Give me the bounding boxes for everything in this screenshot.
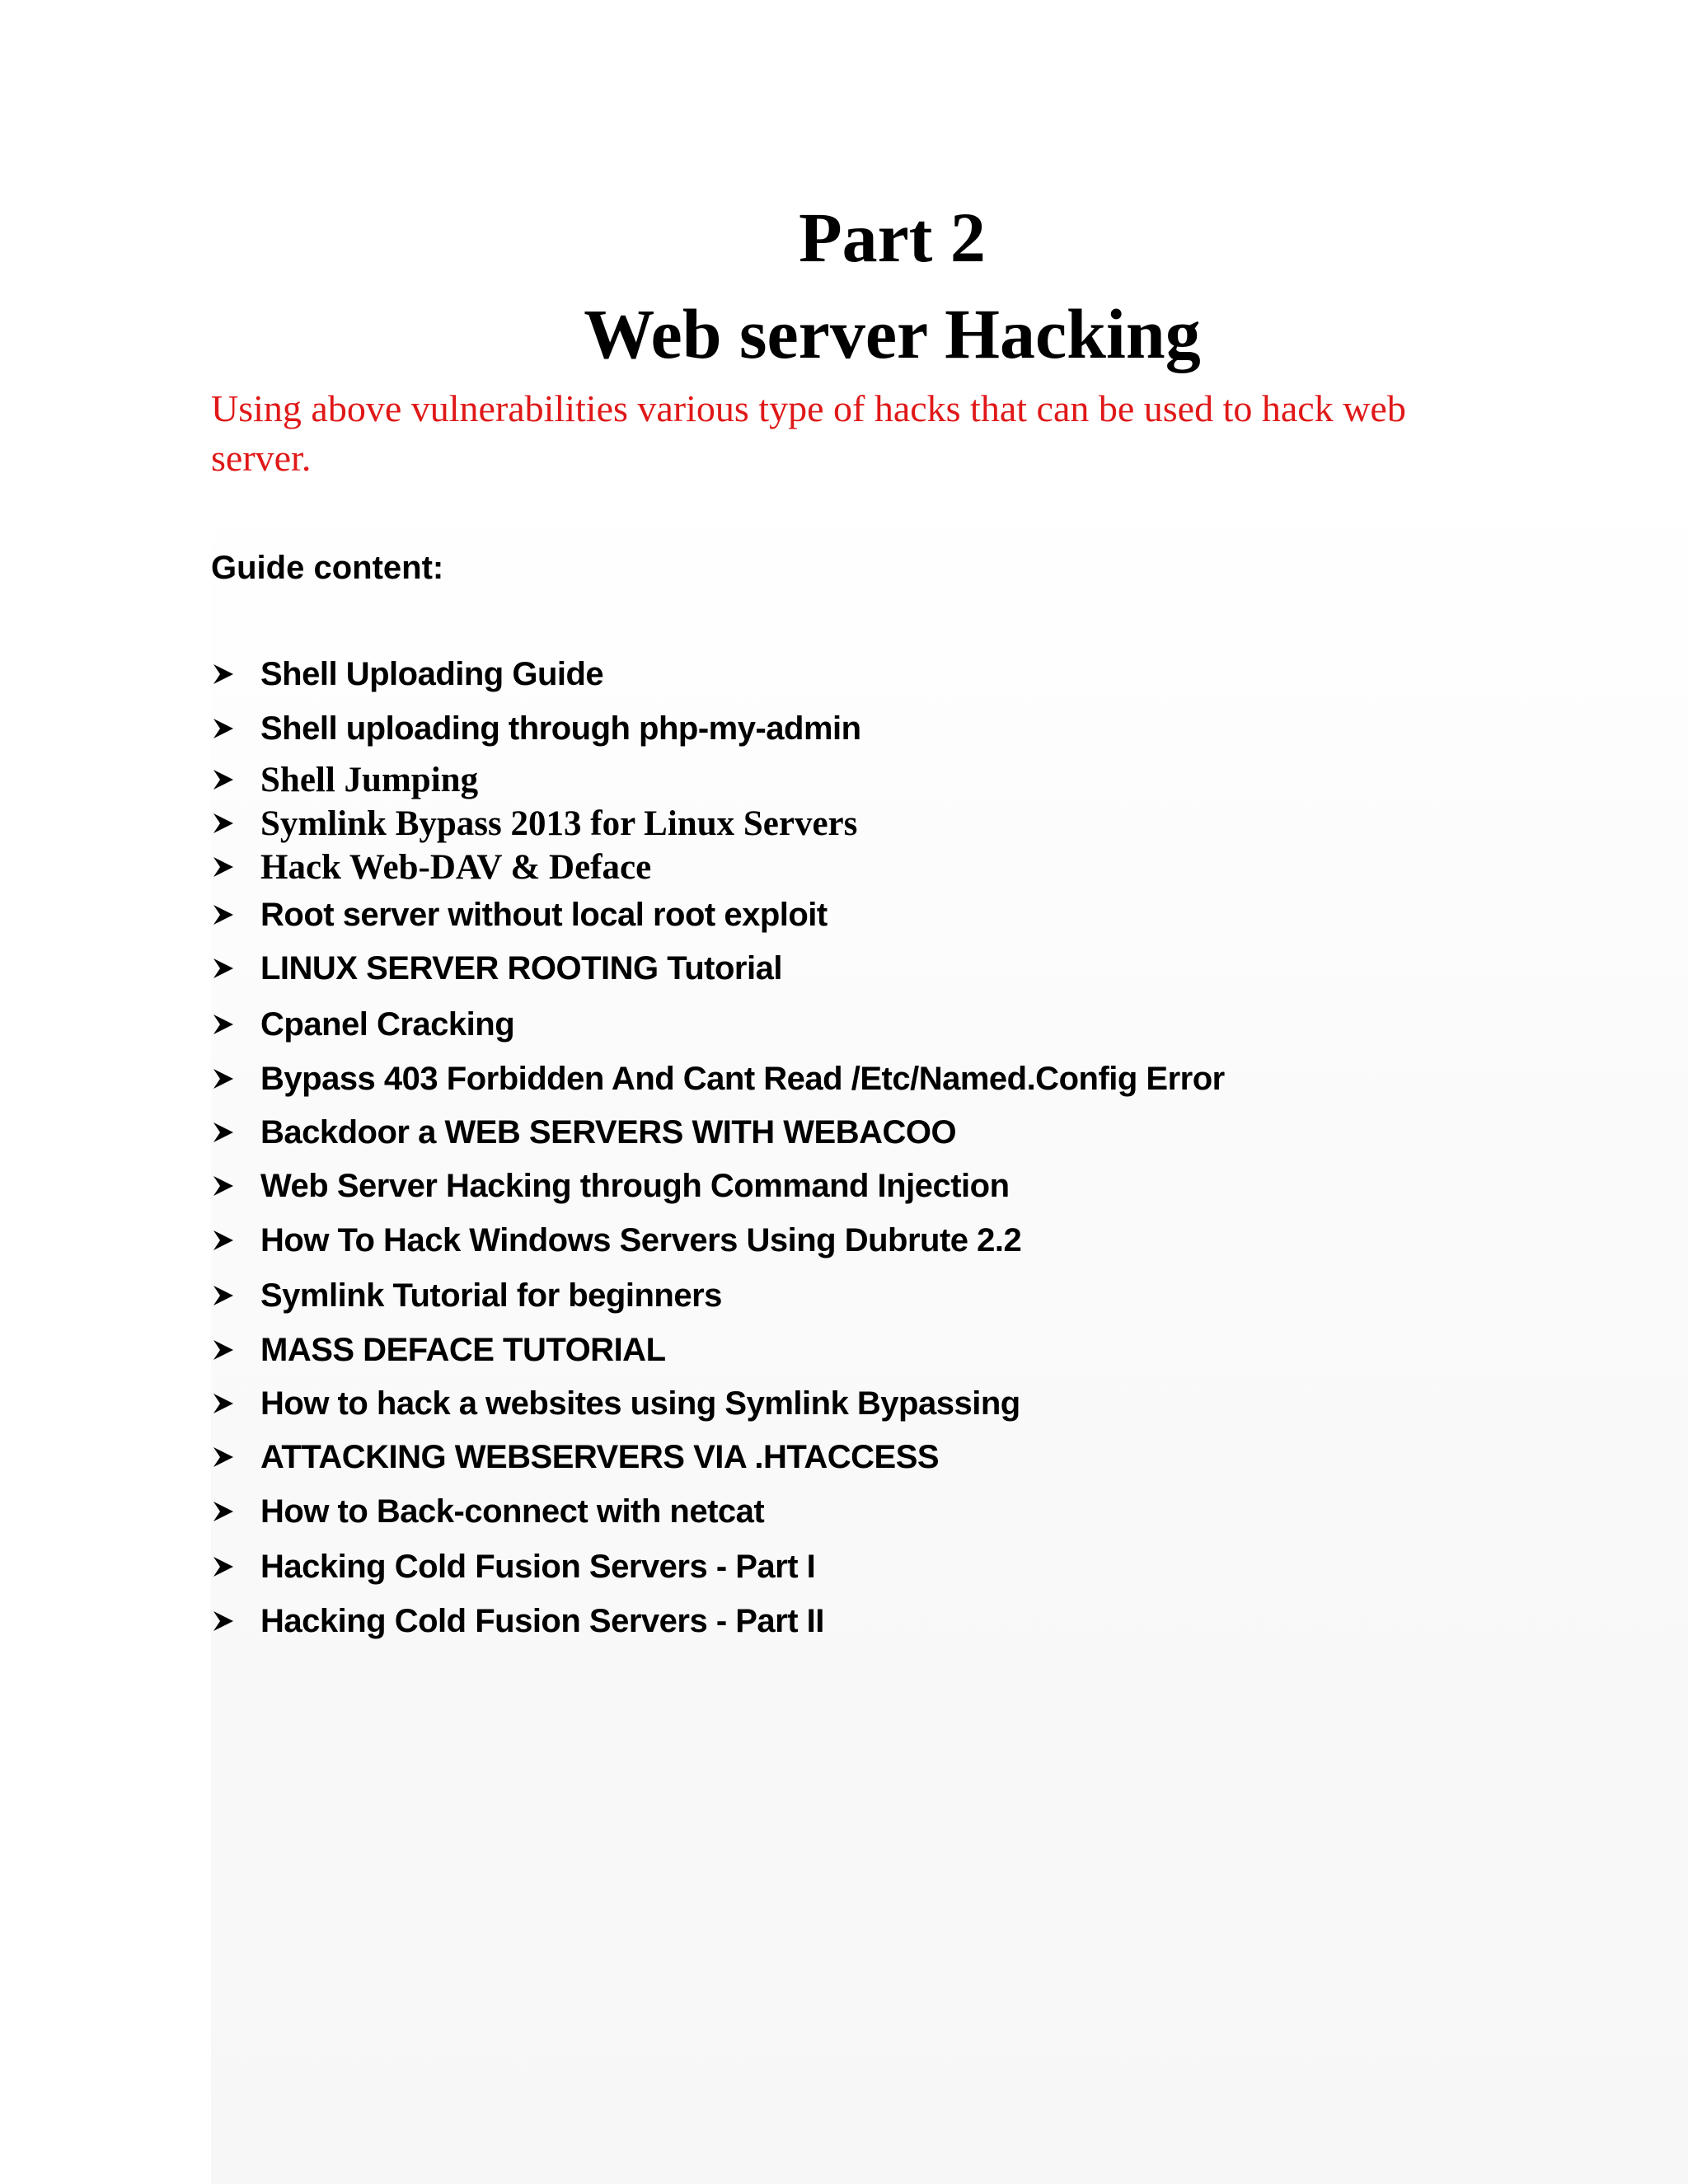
- list-item: [211, 892, 828, 938]
- list-item: [211, 1488, 764, 1535]
- intro-paragraph: Using above vulnerabilities various type of hacks that can be used to hack web server.: [211, 387, 1406, 479]
- guide-content-label: Guide content:: [211, 550, 444, 586]
- list-item: [211, 1380, 1020, 1427]
- list-item: [211, 945, 782, 991]
- list-item-label: Symlink Tutorial for beginners: [260, 1277, 722, 1314]
- list-item: [211, 1109, 956, 1155]
- list-item-label: ATTACKING WEBSERVERS VIA .HTACCESS: [260, 1438, 940, 1475]
- list-item-label: Hacking Cold Fusion Servers - Part II: [260, 1602, 824, 1639]
- list-item-label: Web Server Hacking through Command Injection: [260, 1167, 1010, 1204]
- arrowhead-bullet-icon: [211, 811, 260, 836]
- arrowhead-bullet-icon: [211, 1012, 260, 1037]
- list-item: [211, 1434, 939, 1480]
- list-item-label: Hacking Cold Fusion Servers - Part I: [260, 1548, 816, 1585]
- arrowhead-bullet-icon: [211, 1609, 260, 1633]
- list-item: [211, 1327, 666, 1373]
- list-item-label: Symlink Bypass 2013 for Linux Servers: [260, 804, 858, 843]
- list-item-label: Shell Jumping: [260, 760, 479, 799]
- arrowhead-bullet-icon: [211, 1283, 260, 1308]
- list-item-label: Root server without local root exploit: [260, 896, 828, 933]
- list-item: [211, 1272, 722, 1319]
- arrowhead-bullet-icon: [211, 902, 260, 927]
- list-item: [211, 1544, 815, 1590]
- list-item-label: Shell uploading through php-my-admin: [260, 710, 861, 747]
- arrowhead-bullet-icon: [211, 662, 260, 687]
- list-item: [211, 1217, 1021, 1263]
- arrowhead-bullet-icon: [211, 767, 260, 792]
- list-item-label: How to hack a websites using Symlink Bypassing: [260, 1385, 1020, 1422]
- arrowhead-bullet-icon: [211, 1554, 260, 1579]
- list-item-label: How To Hack Windows Servers Using Dubrute 2.2: [260, 1221, 1022, 1258]
- list-item-label: LINUX SERVER ROOTING Tutorial: [260, 949, 782, 987]
- arrowhead-bullet-icon: [211, 855, 260, 879]
- list-item: [211, 1163, 1010, 1209]
- part-heading: Part 2: [799, 198, 986, 277]
- list-item: [211, 1001, 514, 1047]
- arrowhead-bullet-icon: [211, 1174, 260, 1198]
- arrowhead-bullet-icon: [211, 716, 260, 741]
- list-item-label: Bypass 403 Forbidden And Cant Read /Etc/Named.Config Error: [260, 1060, 1225, 1097]
- list-item-label: Cpanel Cracking: [260, 1005, 515, 1043]
- arrowhead-bullet-icon: [211, 1391, 260, 1416]
- list-item: [211, 800, 857, 846]
- list-item: [211, 1598, 824, 1644]
- arrowhead-bullet-icon: [211, 956, 260, 981]
- list-item-label: How to Back-connect with netcat: [260, 1493, 765, 1530]
- list-item-label: Shell Uploading Guide: [260, 655, 604, 692]
- list-item: [211, 844, 651, 890]
- list-item: [211, 757, 478, 803]
- list-item-label: MASS DEFACE TUTORIAL: [260, 1331, 666, 1368]
- list-item: [211, 1056, 1225, 1102]
- arrowhead-bullet-icon: [211, 1499, 260, 1524]
- list-item-label: Hack Web-DAV & Deface: [260, 847, 652, 887]
- arrowhead-bullet-icon: [211, 1228, 260, 1253]
- page-title: Web server Hacking: [584, 294, 1201, 373]
- arrowhead-bullet-icon: [211, 1445, 260, 1469]
- arrowhead-bullet-icon: [211, 1338, 260, 1362]
- arrowhead-bullet-icon: [211, 1066, 260, 1091]
- list-item: [211, 651, 603, 697]
- arrowhead-bullet-icon: [211, 1120, 260, 1145]
- list-item-label: Backdoor a WEB SERVERS WITH WEBACOO: [260, 1113, 957, 1151]
- list-item: [211, 705, 861, 752]
